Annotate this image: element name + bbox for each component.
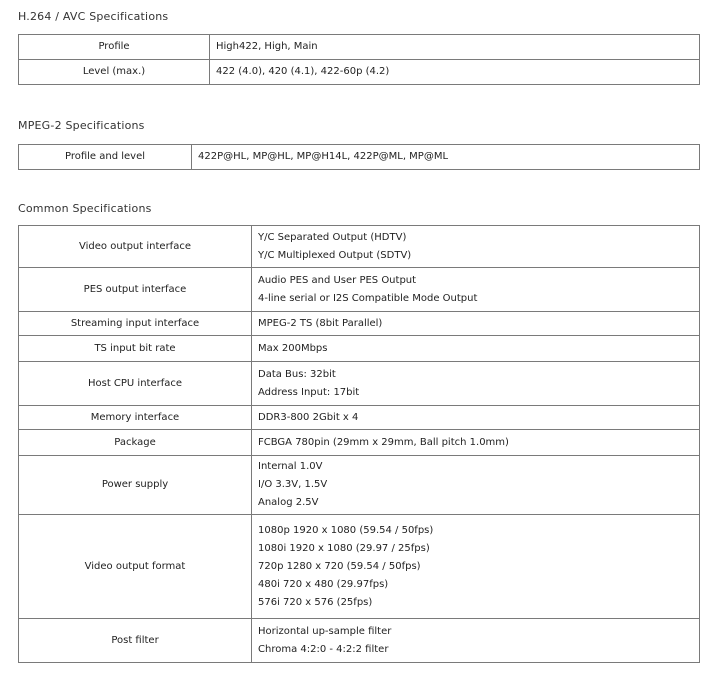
spec-value <box>210 60 700 85</box>
spec-row <box>19 35 700 60</box>
spec-value-line: Analog 2.5V <box>258 497 319 508</box>
spec-row <box>19 226 700 268</box>
spec-value-line: High422, High, Main <box>216 41 318 52</box>
spec-row <box>19 336 700 362</box>
spec-value <box>252 268 700 312</box>
spec-row <box>19 406 700 430</box>
spec-value <box>252 456 700 515</box>
spec-label: PES output interface <box>19 268 252 312</box>
spec-row <box>19 515 700 619</box>
spec-value-line: Y/C Separated Output (HDTV) <box>258 231 407 243</box>
spec-value-line: 4-line serial or I2S Compatible Mode Output <box>258 292 478 304</box>
spec-label: Power supply <box>19 456 252 515</box>
spec-row <box>19 362 700 406</box>
spec-value-line: 1080p 1920 x 1080 (59.54 / 50fps) <box>258 524 434 536</box>
spec-value-line: Address Input: 17bit <box>258 386 360 398</box>
spec-value-line: 422P@HL, MP@HL, MP@H14L, 422P@ML, MP@ML <box>198 151 449 162</box>
spec-row <box>19 619 700 663</box>
spec-value <box>252 430 700 456</box>
h264-spec-table <box>18 34 700 85</box>
spec-value-line: 1080i 1920 x 1080 (29.97 / 25fps) <box>258 542 430 554</box>
spec-value-line: Audio PES and User PES Output <box>258 274 417 286</box>
spec-label: Memory interface <box>19 406 252 430</box>
spec-row <box>19 60 700 85</box>
spec-value-line: 720p 1280 x 720 (59.54 / 50fps) <box>258 560 421 572</box>
h264-section-title: H.264 / AVC Specifications <box>18 10 169 23</box>
spec-value <box>252 336 700 362</box>
spec-value-line: Chroma 4:2:0 - 4:2:2 filter <box>258 643 389 655</box>
spec-label: Profile <box>19 35 210 60</box>
common-spec-table <box>18 225 700 663</box>
spec-value <box>252 619 700 663</box>
spec-label: Streaming input interface <box>19 312 252 336</box>
spec-row <box>19 145 700 170</box>
spec-value-line: Max 200Mbps <box>258 342 328 354</box>
spec-label: Post filter <box>19 619 252 663</box>
spec-value-line: Internal 1.0V <box>258 461 323 472</box>
spec-row <box>19 430 700 456</box>
spec-value-line: DDR3-800 2Gbit x 4 <box>258 411 359 423</box>
spec-label: Package <box>19 430 252 456</box>
spec-value-line: Data Bus: 32bit <box>258 368 336 380</box>
common-section-title: Common Specifications <box>18 202 152 215</box>
spec-value-line: FCBGA 780pin (29mm x 29mm, Ball pitch 1.0mm) <box>258 436 509 448</box>
spec-value-line: MPEG-2 TS (8bit Parallel) <box>258 317 383 329</box>
spec-value <box>210 35 700 60</box>
spec-value <box>252 226 700 268</box>
spec-label: Video output format <box>19 515 252 619</box>
spec-value <box>252 515 700 619</box>
spec-value-line: 576i 720 x 576 (25fps) <box>258 596 373 608</box>
spec-value <box>252 406 700 430</box>
spec-label: Host CPU interface <box>19 362 252 406</box>
spec-value-line: I/O 3.3V, 1.5V <box>258 479 328 490</box>
spec-value <box>252 362 700 406</box>
spec-label: Level (max.) <box>19 60 210 85</box>
spec-value <box>252 312 700 336</box>
spec-value <box>192 145 700 170</box>
spec-value-line: 480i 720 x 480 (29.97fps) <box>258 578 389 590</box>
spec-row <box>19 456 700 515</box>
spec-label: TS input bit rate <box>19 336 252 362</box>
spec-row <box>19 312 700 336</box>
spec-row <box>19 268 700 312</box>
mpeg2-spec-table <box>18 144 700 170</box>
spec-value-line: Y/C Multiplexed Output (SDTV) <box>258 249 412 261</box>
mpeg2-section-title: MPEG-2 Specifications <box>18 119 145 132</box>
spec-value-line: Horizontal up-sample filter <box>258 625 392 637</box>
spec-label: Video output interface <box>19 226 252 268</box>
spec-label: Profile and level <box>19 145 192 170</box>
spec-value-line: 422 (4.0), 420 (4.1), 422-60p (4.2) <box>216 66 390 77</box>
